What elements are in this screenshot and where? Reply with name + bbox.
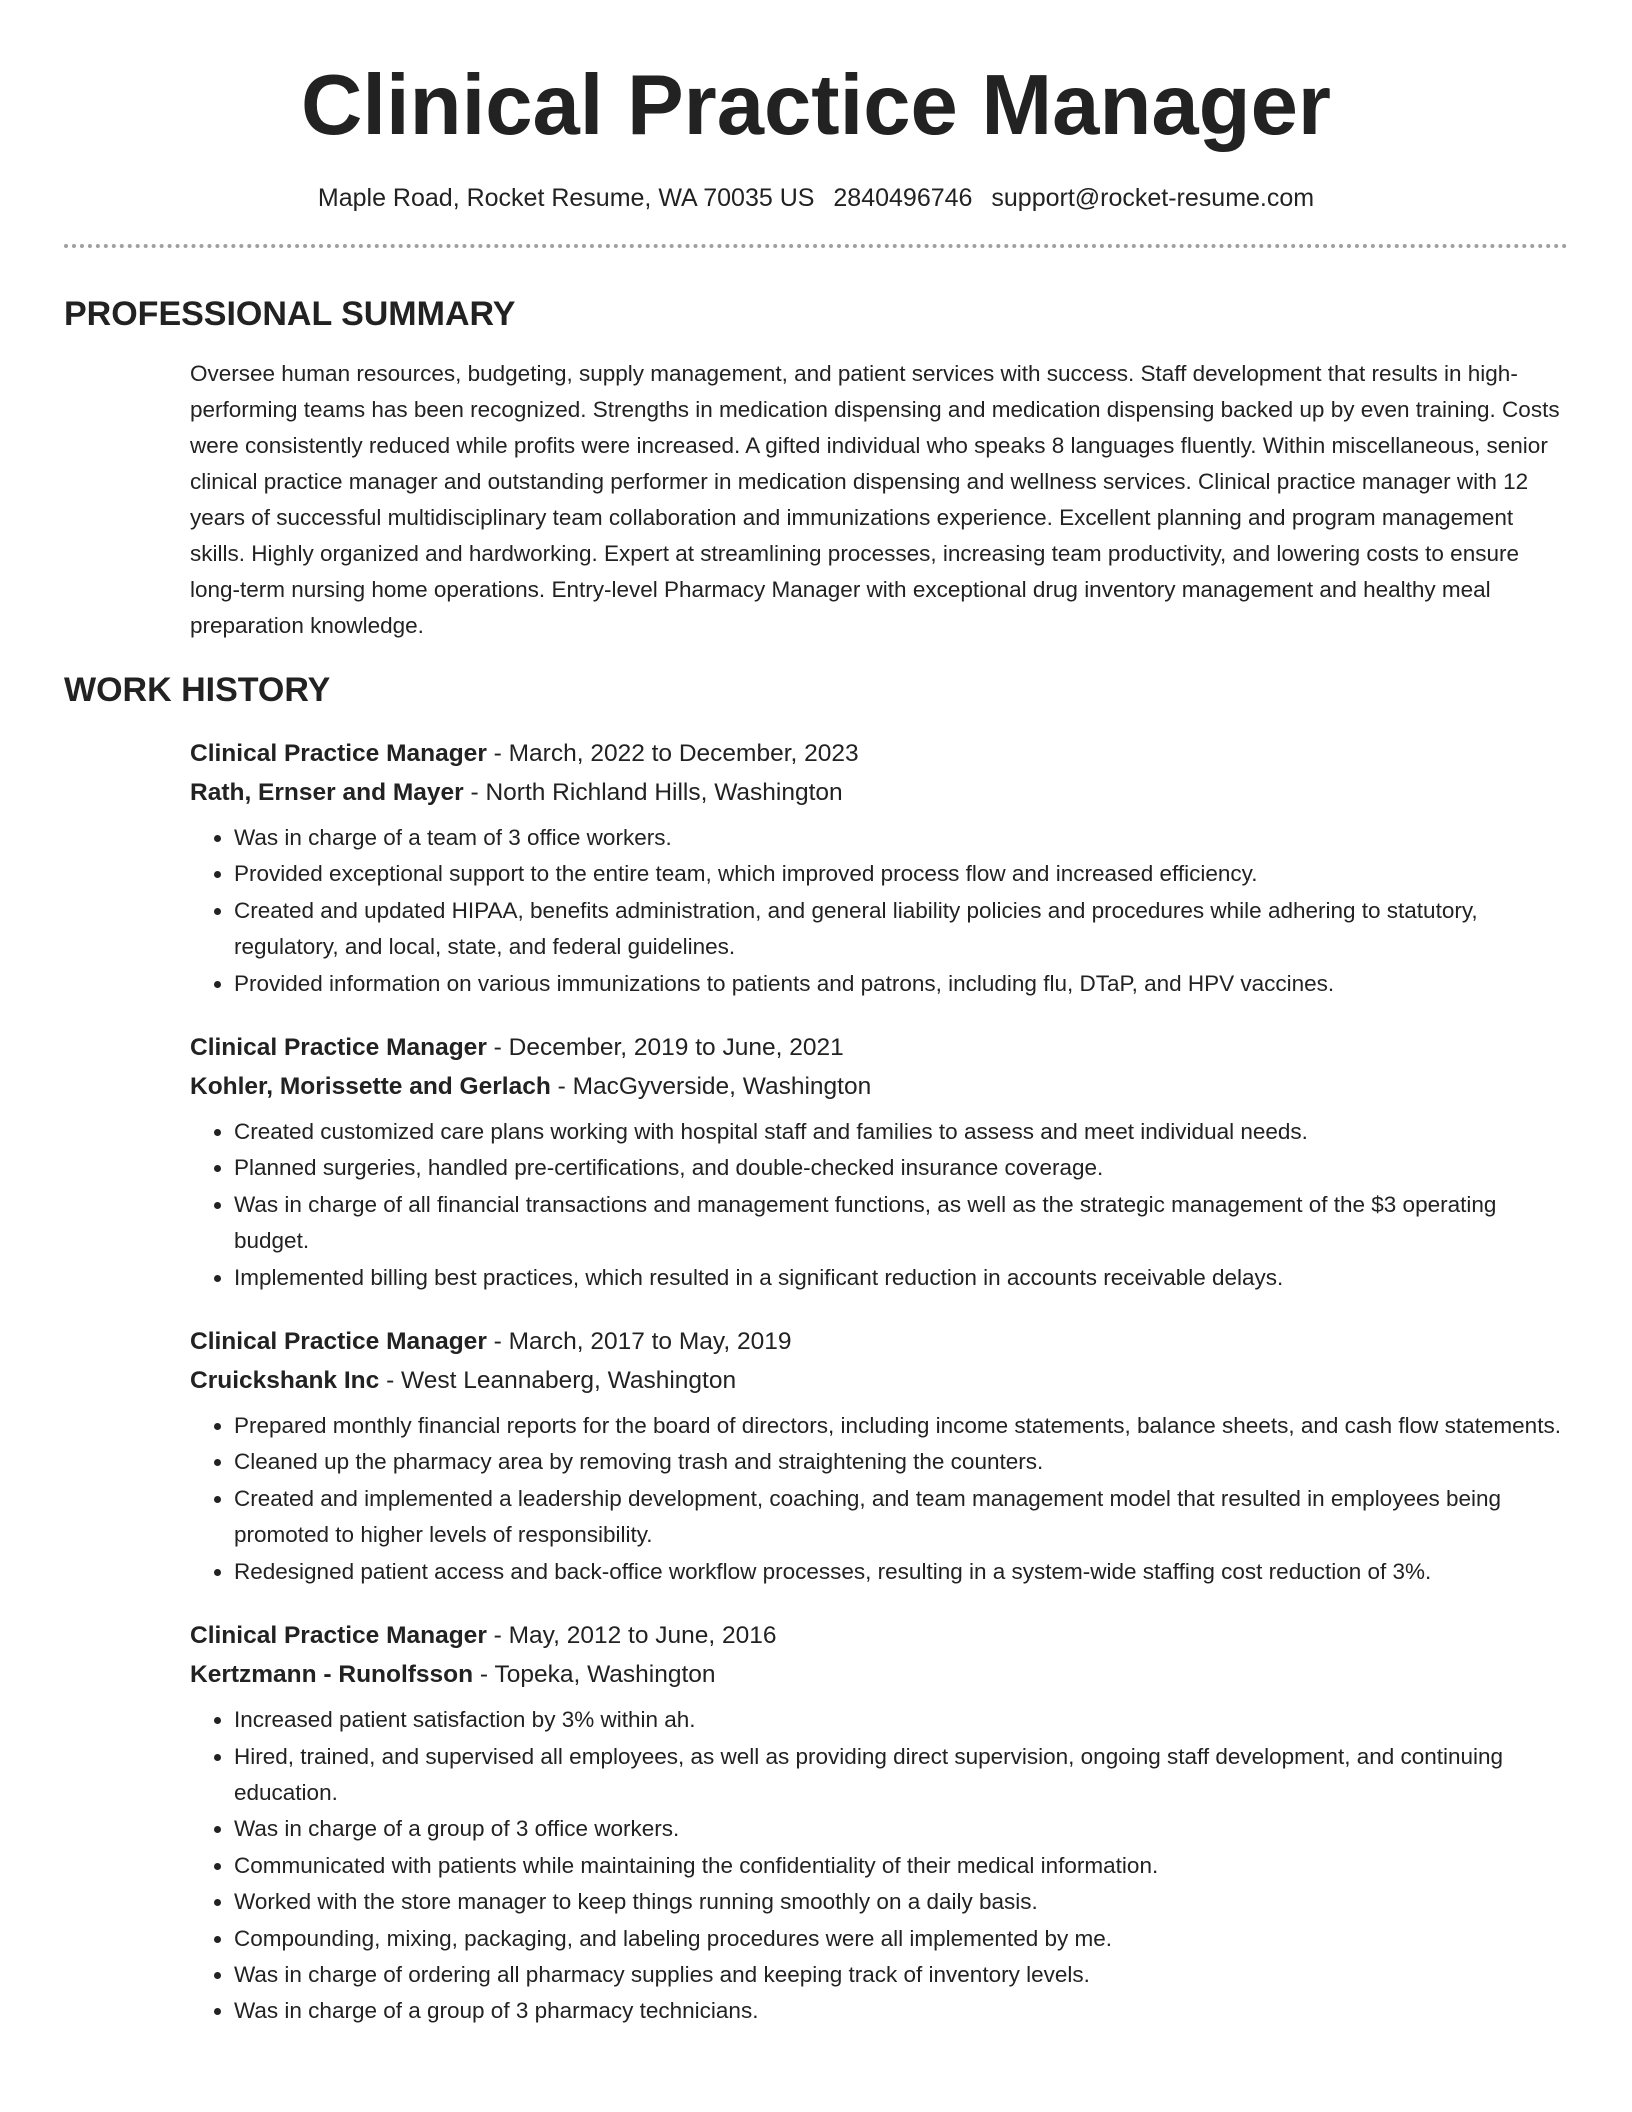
job-duties — [190, 1114, 1568, 1296]
work-history-heading: WORK HISTORY — [64, 671, 331, 709]
duty-item: • Created and implemented a leadership development, coaching, and team management model that resulted in employees being promoted to higher levels of responsibility. — [234, 1481, 1568, 1554]
job-duties — [190, 1702, 1568, 2030]
job-dates: - May, 2012 to June, 2016 — [486, 1622, 777, 1650]
duty-item: • Created and updated HIPAA, benefits administration, and general liability policies and procedures while adhering to statutory, regulatory, and local, state, and federal guidelines. — [234, 893, 1568, 966]
duty-item: • Prepared monthly financial reports for the board of directors, including income statements, balance sheets, and cash flow statements. — [234, 1408, 1568, 1444]
job-entry — [190, 1616, 1568, 2030]
job-duties — [190, 1408, 1568, 1590]
duty-item: • Cleaned up the pharmacy area by removing trash and straightening the counters. — [234, 1444, 1568, 1480]
duty-item: • Created customized care plans working with hospital staff and families to assess and meet individual needs. — [234, 1114, 1568, 1150]
duty-item: • Provided information on various immunizations to patients and patrons, including flu, DTaP, and HPV vaccines. — [234, 966, 1568, 1002]
job-dates: - December, 2019 to June, 2021 — [486, 1034, 844, 1062]
job-location: - MacGyverside, Washington — [550, 1073, 872, 1101]
resume-name: Clinical Practice Manager — [301, 58, 1331, 153]
job-role: Clinical Practice Manager — [190, 1328, 487, 1356]
duty-item: • Was in charge of a group of 3 office workers. — [234, 1811, 1568, 1847]
job-location: - Topeka, Washington — [473, 1661, 716, 1689]
duty-item: • Was in charge of ordering all pharmacy supplies and keeping track of inventory levels. — [234, 1957, 1568, 1993]
job-role-line — [190, 734, 1568, 773]
contact-address: Maple Road, Rocket Resume, WA 70035 US — [317, 184, 815, 212]
job-company: Rath, Ernser and Mayer — [190, 779, 464, 806]
summary-text: Oversee human resources, budgeting, supply management, and patient services with success. Staff development that results in high-performing teams has been recognized. Strengths in medication dispensing and medication dispensing backed up by even training. Costs were consistently reduced while profits were increased. A gifted individual who speaks 8 languages fluently. Within miscellaneous, senior clinical practice manager and outstanding performer in medication dispensing and wellness services. Clinical practice manager with 12 years of successful multidisciplinary team collaboration and immunizations experience. Excellent planning and program management skills. Highly organized and hardworking. Expert at streamlining processes, increasing team productivity, and lowering costs to ensure long-term nursing home operations. Entry-level Pharmacy Manager with exceptional drug inventory management and healthy meal preparation knowledge. — [190, 361, 1560, 638]
header-divider — [64, 244, 1568, 248]
job-role-line — [190, 1028, 1568, 1067]
summary-heading: PROFESSIONAL SUMMARY — [64, 295, 516, 333]
job-location: - North Richland Hills, Washington — [463, 779, 843, 806]
duty-item: • Hired, trained, and supervised all employees, as well as providing direct supervision, ongoing staff development, and continuing education. — [234, 1739, 1568, 1812]
work-history-list — [190, 734, 1568, 2030]
contact-email: support@rocket-resume.com — [991, 184, 1315, 212]
duty-item: • Communicated with patients while maintaining the confidentiality of their medical information. — [234, 1848, 1568, 1884]
job-company: Cruickshank Inc — [190, 1367, 380, 1395]
job-dates: - March, 2017 to May, 2019 — [486, 1328, 792, 1356]
job-dates: - March, 2022 to December, 2023 — [486, 740, 859, 767]
job-entry — [190, 1028, 1568, 1296]
job-company-line — [190, 1067, 1568, 1106]
duty-item: • Was in charge of a group of 3 pharmacy technicians. — [234, 1993, 1568, 2029]
job-entry — [190, 1322, 1568, 1590]
job-company: Kohler, Morissette and Gerlach — [190, 1073, 551, 1101]
duty-item: • Provided exceptional support to the entire team, which improved process flow and increased efficiency. — [234, 856, 1568, 892]
job-role: Clinical Practice Manager — [190, 1034, 487, 1062]
contact-line — [64, 180, 1568, 216]
duty-item: • Increased patient satisfaction by 3% within ah. — [234, 1702, 1568, 1738]
job-role: Clinical Practice Manager — [190, 740, 487, 767]
resume-page — [64, 0, 1568, 2030]
contact-phone: 2840496746 — [833, 184, 973, 212]
job-company-line — [190, 1361, 1568, 1400]
job-company: Kertzmann - Runolfsson — [190, 1661, 474, 1689]
duty-item: • Worked with the store manager to keep things running smoothly on a daily basis. — [234, 1884, 1568, 1920]
duty-item: • Implemented billing best practices, which resulted in a significant reduction in accounts receivable delays. — [234, 1260, 1568, 1296]
job-company-line — [190, 1655, 1568, 1694]
duty-item: • Was in charge of all financial transactions and management functions, as well as the strategic management of the $3 operating budget. — [234, 1187, 1568, 1260]
job-company-line — [190, 773, 1568, 812]
duty-item: • Planned surgeries, handled pre-certifications, and double-checked insurance coverage. — [234, 1150, 1568, 1186]
job-entry — [190, 734, 1568, 1002]
job-role: Clinical Practice Manager — [190, 1622, 487, 1650]
job-location: - West Leannaberg, Washington — [379, 1367, 737, 1395]
duty-item: • Was in charge of a team of 3 office workers. — [234, 820, 1568, 856]
job-role-line — [190, 1616, 1568, 1655]
duty-item: • Redesigned patient access and back-office workflow processes, resulting in a system-wide staffing cost reduction of 3%. — [234, 1554, 1568, 1590]
job-role-line — [190, 1322, 1568, 1361]
duty-item: • Compounding, mixing, packaging, and labeling procedures were all implemented by me. — [234, 1921, 1568, 1957]
job-duties — [190, 820, 1568, 1002]
